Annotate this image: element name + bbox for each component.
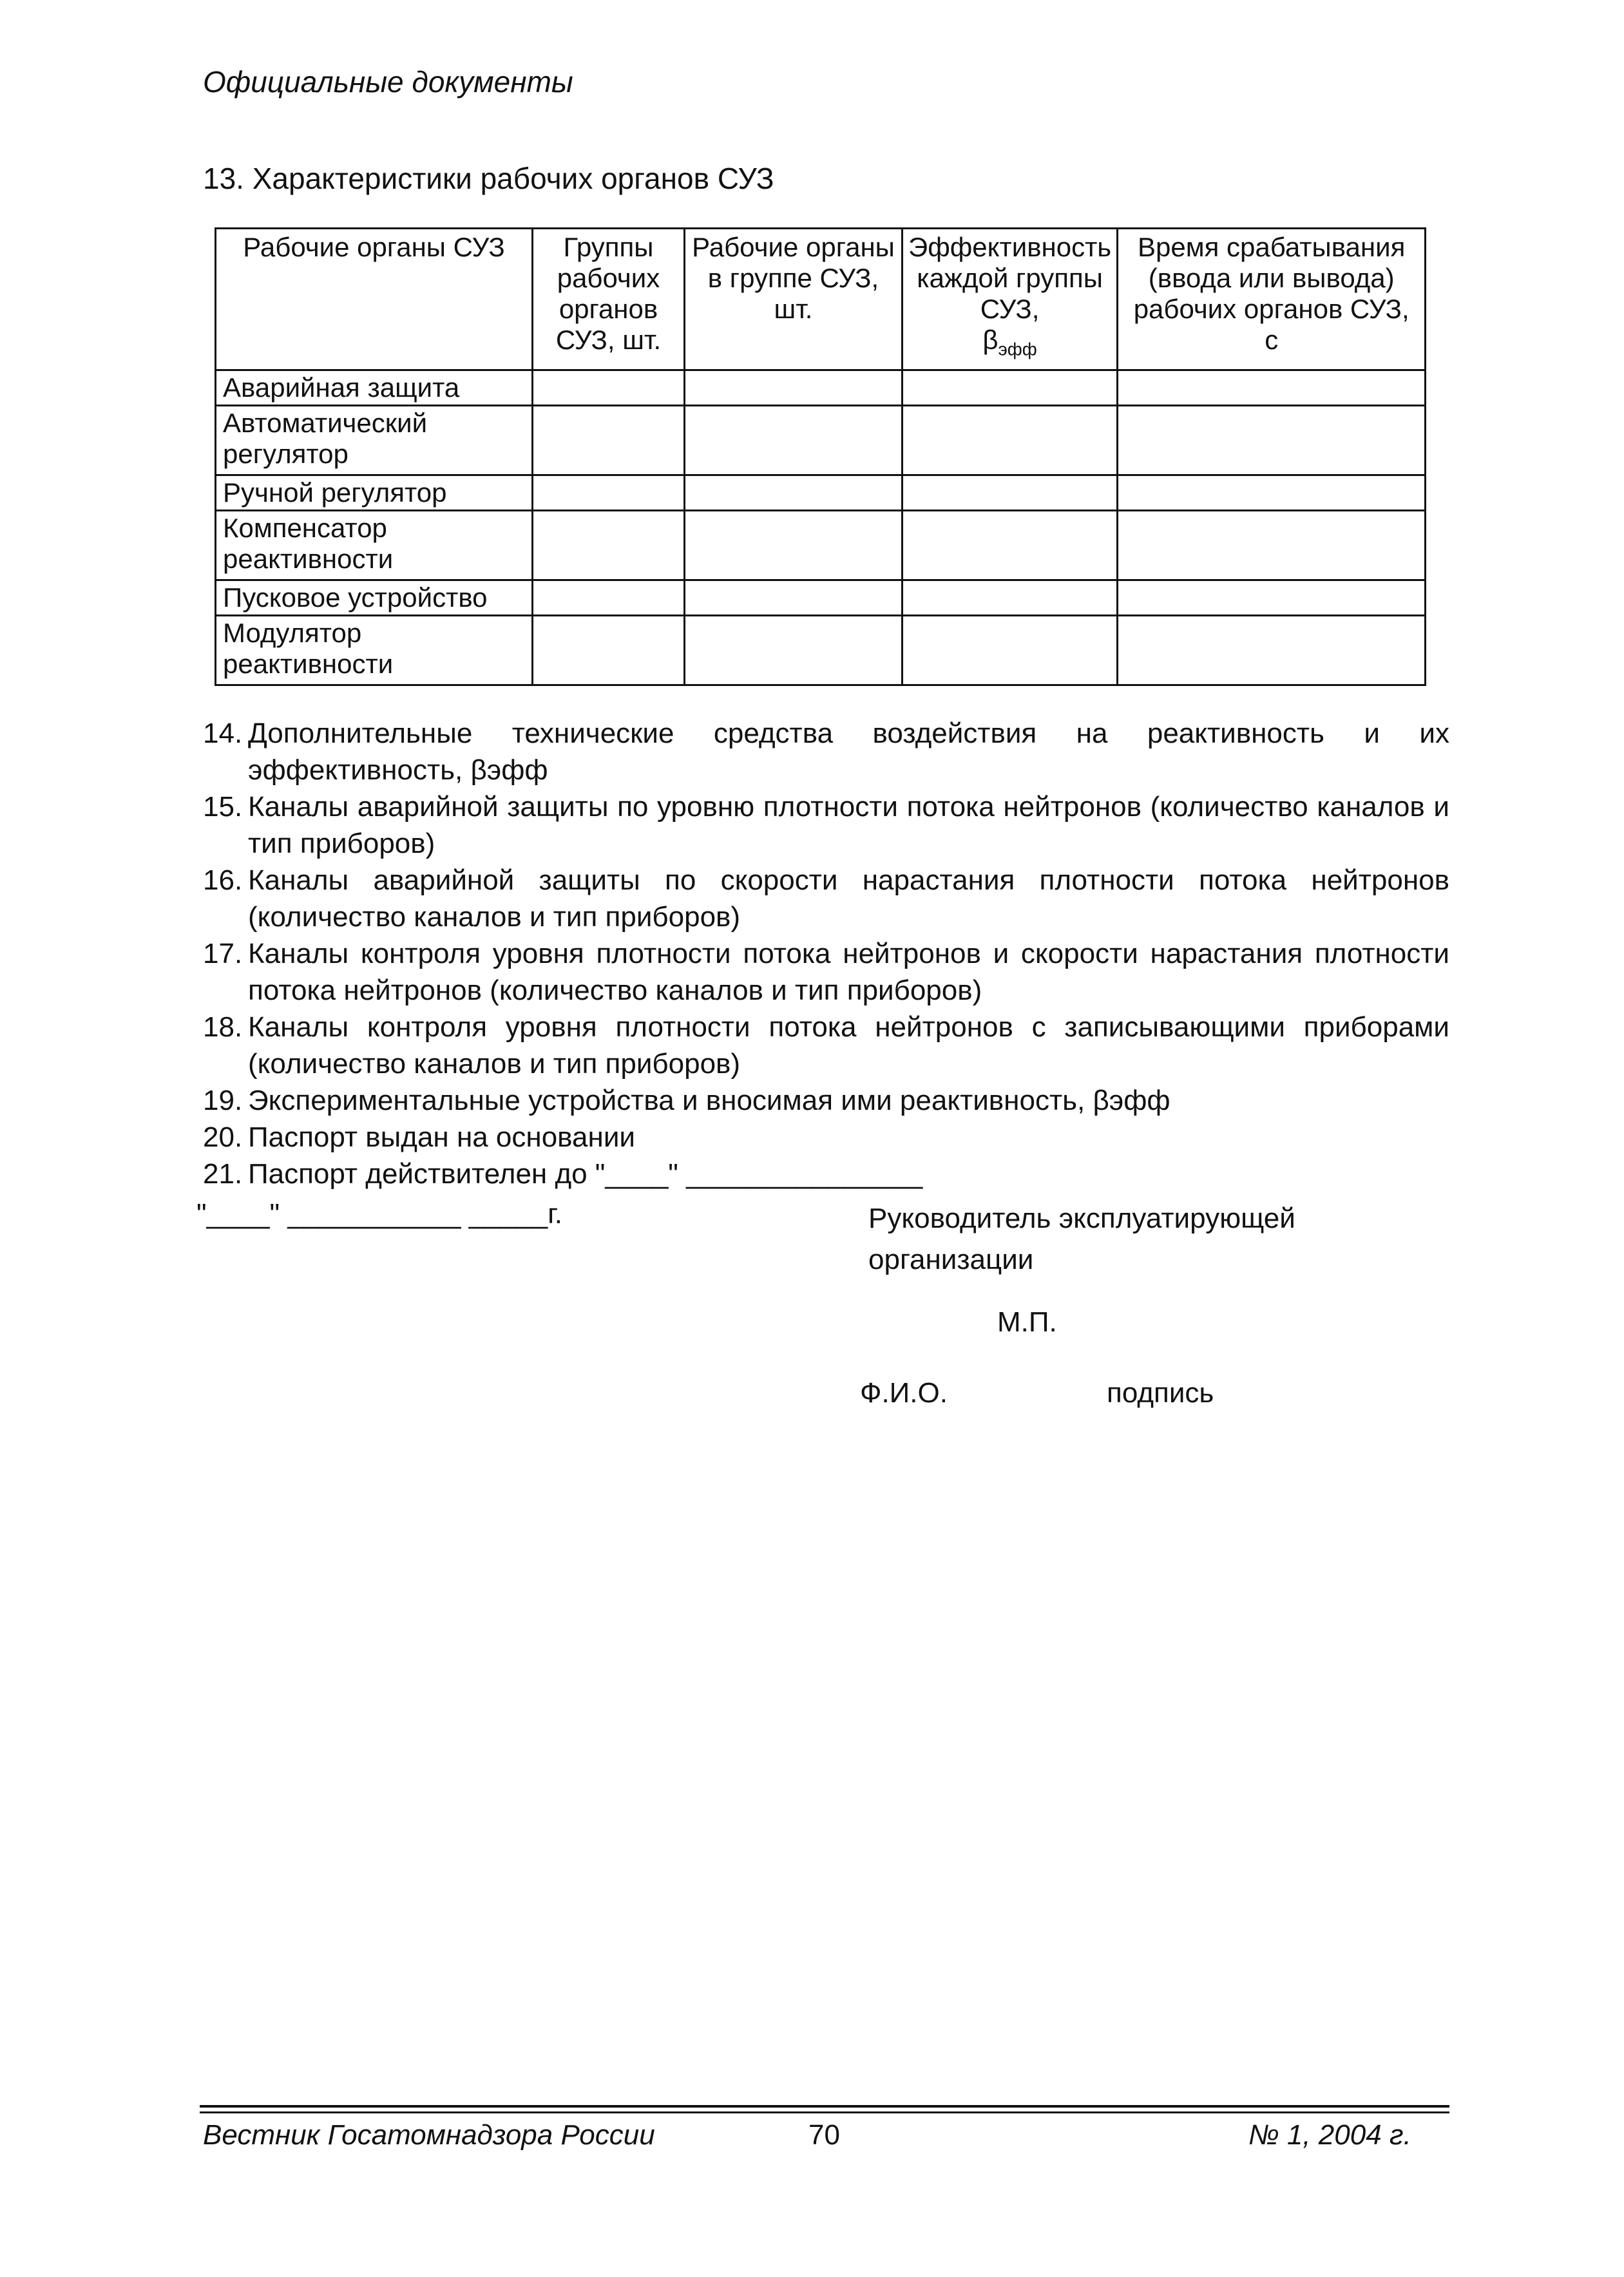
item-number: 18. xyxy=(203,1011,243,1043)
list-item xyxy=(203,1119,1449,1156)
head-line-2: организации xyxy=(868,1244,1034,1275)
footer-divider xyxy=(200,2105,1449,2113)
item-number: 14. xyxy=(203,718,243,749)
list-item xyxy=(203,1009,1449,1082)
row-label: Ручной регулятор xyxy=(216,475,533,511)
table-header-row xyxy=(216,229,1426,370)
row-label: Модулятор реактивности xyxy=(216,616,533,685)
table-row xyxy=(216,475,1426,511)
beta-symbol: β xyxy=(982,325,998,355)
col-header-organs-in-group: Рабочие органы в группе СУЗ, шт. xyxy=(685,229,903,370)
item-text: Каналы контроля уровня плотности потока нейтронов с записывающими приборами (количество каналов и тип приборов) xyxy=(248,1011,1449,1080)
item-number: 20. xyxy=(203,1121,243,1153)
item-number: 19. xyxy=(203,1085,243,1116)
row-label: Пусковое устройство xyxy=(216,580,533,616)
item-number: 15. xyxy=(203,791,243,823)
table-row xyxy=(216,580,1426,616)
item-text: Экспериментальные устройства и вносимая ими реактивность, βэфф xyxy=(248,1085,1170,1116)
efficiency-label: Эффективность каждой группы СУЗ, xyxy=(908,232,1112,324)
stamp-label: М.П. xyxy=(997,1306,1057,1338)
footer-journal: Вестник Госатомнадзора России xyxy=(203,2119,655,2151)
date-line: "____" ___________ _____г. xyxy=(196,1198,563,1230)
numbered-items xyxy=(203,715,1449,1192)
table-row xyxy=(216,511,1426,580)
table-row xyxy=(216,616,1426,685)
col-header-organs: Рабочие органы СУЗ xyxy=(216,229,533,370)
item-number: 16. xyxy=(203,864,243,896)
item-text: Каналы контроля уровня плотности потока нейтронов и скорости нарастания плотности потока нейтронов (количество каналов и тип приборов) xyxy=(248,938,1449,1006)
table-row xyxy=(216,406,1426,475)
beta-subscript: эфф xyxy=(998,339,1037,359)
section-title: 13. Характеристики рабочих органов СУЗ xyxy=(203,162,774,195)
item-text: Каналы аварийной защиты по уровню плотности потока нейтронов (количество каналов и тип приборов) xyxy=(248,791,1449,859)
list-item xyxy=(203,935,1449,1009)
list-item xyxy=(203,715,1449,788)
item-number: 17. xyxy=(203,938,243,969)
row-label: Компенсатор реактивности xyxy=(216,511,533,580)
item-text: Каналы аварийной защиты по скорости нарастания плотности потока нейтронов (количество каналов и тип приборов) xyxy=(248,864,1449,933)
page-header-title: Официальные документы xyxy=(203,65,573,99)
row-label: Аварийная защита xyxy=(216,370,533,406)
item-number: 21. xyxy=(203,1158,243,1190)
row-label: Автоматический регулятор xyxy=(216,406,533,475)
suz-characteristics-table xyxy=(215,227,1426,686)
item-text: Паспорт действителен до "____" _______________ xyxy=(248,1158,923,1190)
col-header-response-time: Время срабатывания (ввода или вывода) рабочих органов СУЗ, с xyxy=(1118,229,1426,370)
footer-issue: № 1, 2004 г. xyxy=(1248,2119,1411,2151)
fio-label: Ф.И.О. xyxy=(860,1377,948,1409)
item-text: Паспорт выдан на основании xyxy=(248,1121,635,1153)
list-item xyxy=(203,1156,1449,1192)
signature-label: подпись xyxy=(1107,1377,1214,1409)
table-row xyxy=(216,370,1426,406)
item-text: Дополнительные технические средства воздействия на реактивность и их эффективность, βэфф xyxy=(248,718,1449,786)
col-header-efficiency xyxy=(903,229,1118,370)
col-header-groups: Группы рабочих органов СУЗ, шт. xyxy=(533,229,685,370)
list-item xyxy=(203,1082,1449,1119)
list-item xyxy=(203,788,1449,862)
list-item xyxy=(203,862,1449,935)
page-number: 70 xyxy=(808,2119,840,2151)
head-of-organization xyxy=(868,1198,1295,1281)
head-line-1: Руководитель эксплуатирующей xyxy=(868,1203,1295,1234)
